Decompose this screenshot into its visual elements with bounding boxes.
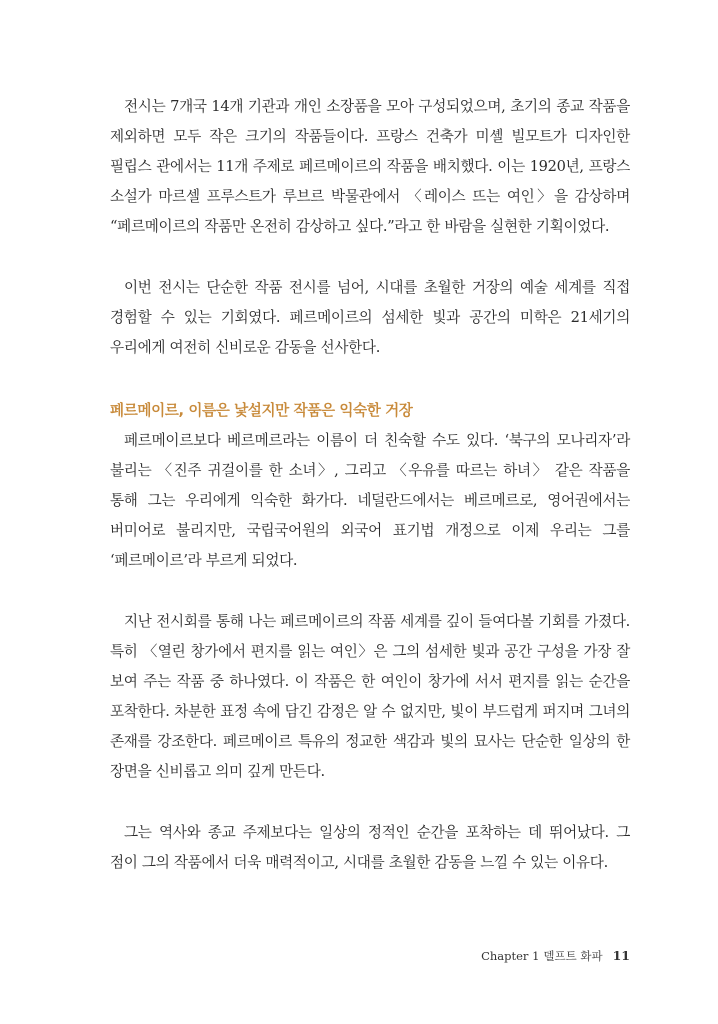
body-paragraph: 지난 전시회를 통해 나는 페르메이르의 작품 세계를 깊이 들여다볼 기회를 가졌다. 특히 〈열린 창가에서 편지를 읽는 여인〉은 그의 섬세한 빛과 공간 구성을 가장 잘 보여 주는 작품 중 하나였다. 이 작품은 한 여인이 창가에 서서 편지를 읽는 순간을 포착한다. 차분한 표정 속에 담긴 감정은 알 수 없지만, 빛이 부드럽게 퍼지며 그녀의 존재를 강조한다. 페르메이르 특유의 정교한 색감과 빛의 묘사는 단순한 일상의 한 장면을 신비롭고 의미 깊게 만든다.	[110, 613, 630, 780]
chapter-title: 델프트 화파	[543, 949, 603, 963]
body-paragraph: 전시는 7개국 14개 기관과 개인 소장품을 모아 구성되었으며, 초기의 종교 작품을 제외하면 모두 작은 크기의 작품들이다. 프랑스 건축가 미셸 빌모트가 디자인한 필립스 관에서는 11개 주제로 페르메이르의 작품을 배치했다. 이는 1920년, 프랑스 소설가 마르셀 프루스트가 루브르 박물관에서 〈레이스 뜨는 여인〉을 감상하며 “페르메이르의 작품만 온전히 감상하고 싶다.”라고 한 바람을 실현한 기획이었다.	[110, 98, 630, 235]
body-paragraph: 페르메이르보다 베르메르라는 이름이 더 친숙할 수도 있다. ‘북구의 모나리자’라 불리는 〈진주 귀걸이를 한 소녀〉, 그리고 〈우유를 따르는 하녀〉 같은 작품을 통해 그는 우리에게 익숙한 화가다. 네덜란드에서는 베르메르로, 영어권에서는 버미어로 불리지만, 국립국어원의 외국어 표기법 개정으로 이제 우리는 그를 ‘페르메이르’라 부르게 되었다.	[110, 432, 630, 569]
paragraph-spacer	[110, 242, 630, 273]
paragraph-spacer	[110, 787, 630, 818]
page-footer	[481, 948, 630, 964]
body-paragraph: 그는 역사와 종교 주제보다는 일상의 정적인 순간을 포착하는 데 뛰어났다. 그 점이 그의 작품에서 더욱 매력적이고, 시대를 초월한 감동을 느낄 수 있는 이유다.	[110, 824, 630, 871]
paragraph-spacer	[110, 576, 630, 607]
section-spacer	[110, 363, 630, 396]
page-body	[110, 92, 630, 878]
chapter-label: Chapter 1	[481, 949, 540, 963]
section-heading: 페르메이르, 이름은 낯설지만 작품은 익숙한 거장	[110, 402, 413, 419]
body-paragraph: 이번 전시는 단순한 작품 전시를 넘어, 시대를 초월한 거장의 예술 세계를 직접 경험할 수 있는 기회였다. 페르메이르의 섬세한 빛과 공간의 미학은 21세기의 우리에게 여전히 신비로운 감동을 선사한다.	[110, 279, 630, 356]
page-number: 11	[612, 948, 630, 963]
